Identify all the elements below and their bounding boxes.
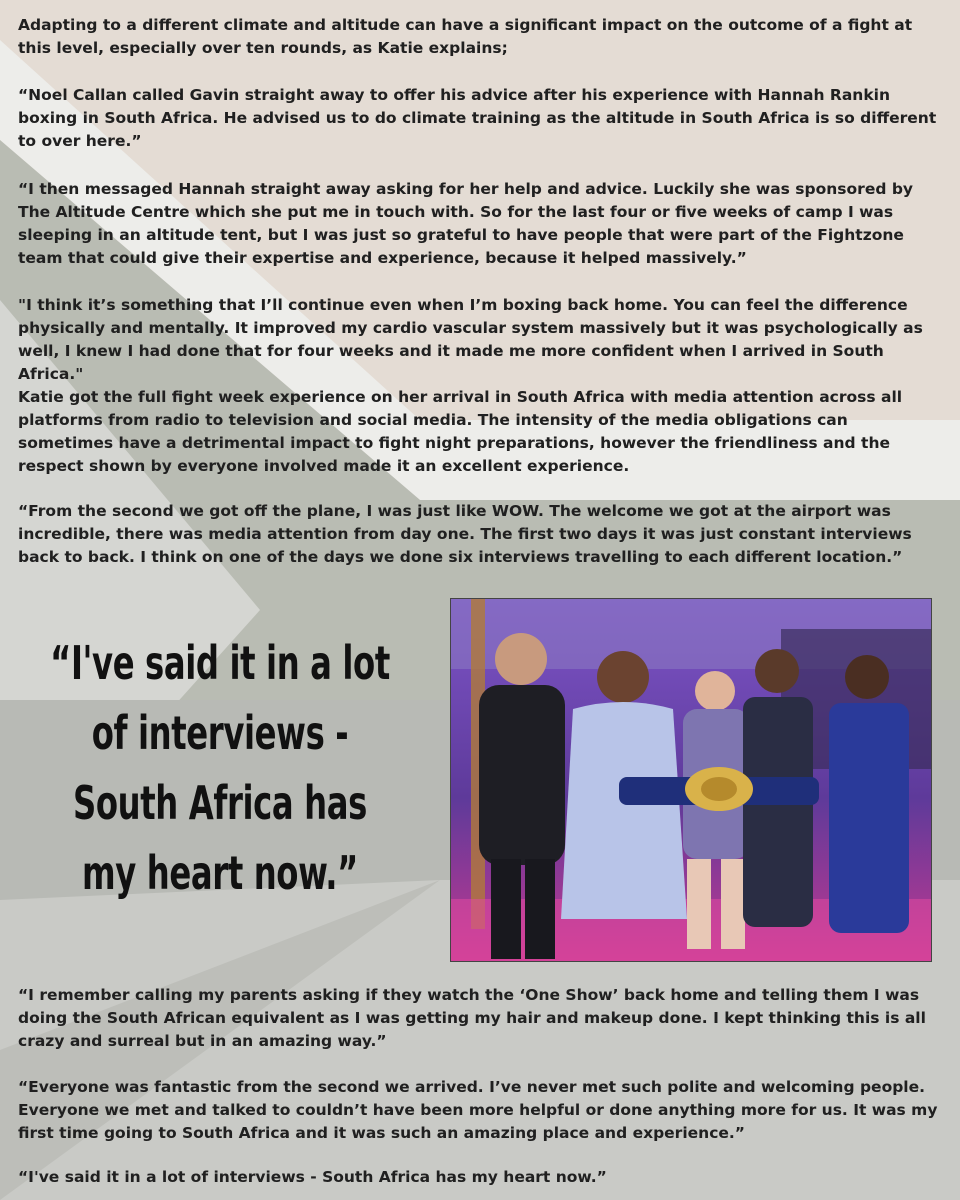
group-photo-with-championship-belt-icon	[451, 599, 931, 961]
paragraph-closing-quote: “I've said it in a lot of interviews - South Africa has my heart now.”	[18, 1168, 607, 1186]
pull-quote: “I've said it in a lot of interviews - South Africa has my heart now.”	[50, 636, 390, 900]
paragraph-climate-advice: “Noel Callan called Gavin straight away to offer his advice after his experience with Hannah Rankin boxing in South Africa. He advised us to do climate training as the altitude in South Africa is so different to over here.”	[18, 86, 937, 150]
paragraph-fight-week: Katie got the full fight week experience on her arrival in South Africa with media attention across all platforms from radio to television and social media. The intensity of the media obligations can sometimes have a detrimental impact to fight night preparations, however the friendliness and the respect shown by everyone involved made it an excellent experience.	[18, 388, 903, 475]
paragraph-welcoming-people: “Everyone was fantastic from the second we arrived. I’ve never met such polite and welcoming people. Everyone we met and talked to couldn’t have been more helpful or done anything more for us. It was my first time going to South Africa and it was such an amazing place and experience.”	[18, 1078, 938, 1142]
paragraph-continue-training: "I think it’s something that I’ll continue even when I’m boxing back home. You can feel the difference physically and mentally. It improved my cardio vascular system massively but it was psychologically as well, I knew I had done that for four weeks and it made me more confident when I arrived in South Africa."	[18, 296, 923, 383]
paragraph-intro: Adapting to a different climate and altitude can have a significant impact on the outcome of a fight at this level, especially over ten rounds, as Katie explains;	[18, 16, 913, 57]
paragraph-altitude-tent: “I then messaged Hannah straight away asking for her help and advice. Luckily she was sponsored by The Altitude Centre which she put me in touch with. So for the last four or five weeks of camp I was sleeping in an altitude tent, but I was just so grateful to have people that were part of the Fightzone team that could give their expertise and experience, because it helped massively.”	[18, 180, 914, 267]
paragraph-one-show: “I remember calling my parents asking if they watch the ‘One Show’ back home and telling them I was doing the South African equivalent as I was getting my hair and makeup done. I kept thinking this is all crazy and surreal but in an amazing way.”	[18, 986, 926, 1050]
event-photo	[450, 598, 932, 962]
paragraph-arrival: “From the second we got off the plane, I was just like WOW. The welcome we got at the airport was incredible, there was media attention from day one. The first two days it was just constant interviews back to back. I think on one of the days we done six interviews travelling to each different location.”	[18, 502, 912, 566]
